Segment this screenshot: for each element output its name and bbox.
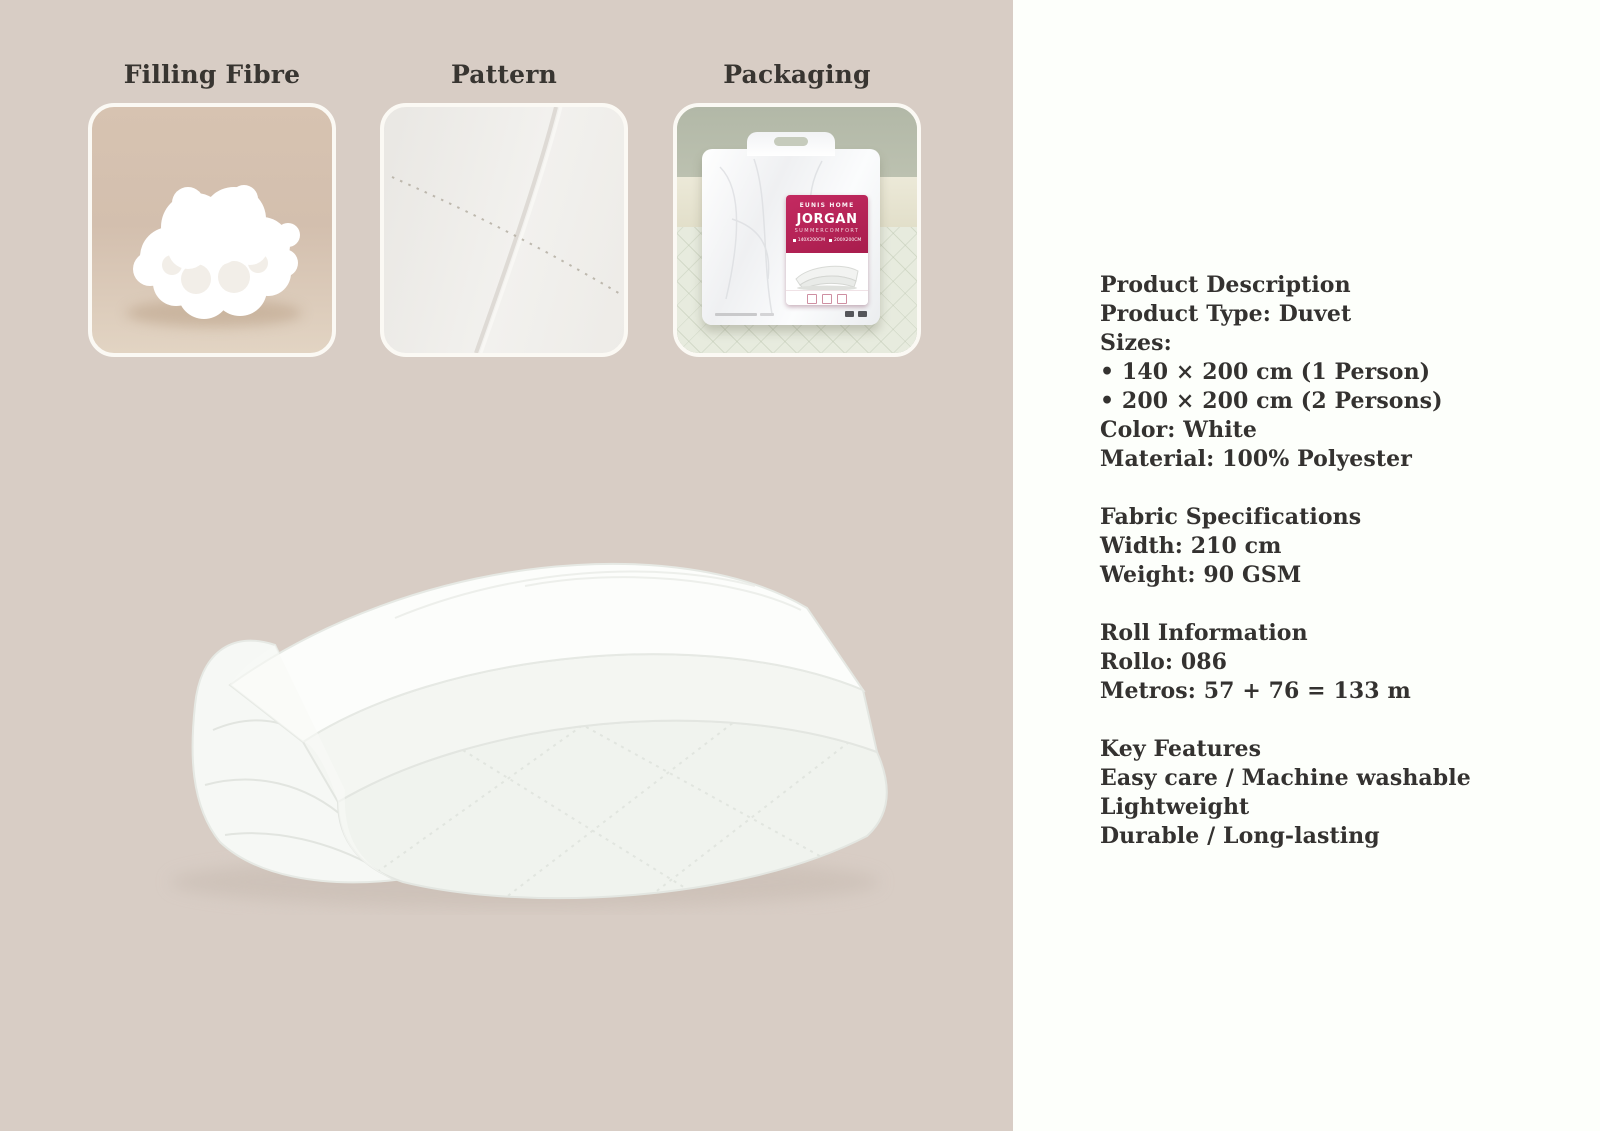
filling-fibre-photo [88,103,336,357]
product-subtitle: SUMMERCOMFORT [794,228,860,234]
care-icon [807,294,817,304]
figure-filling-fibre [88,60,336,357]
bag-logo-marks [845,311,867,317]
section-title: Key Features [1100,736,1262,762]
spec-line: Sizes: [1100,330,1172,356]
size-chip-text: 200X200CM [834,238,862,243]
figure-packaging [673,60,921,357]
section-title: Fabric Specifications [1100,504,1362,530]
label-magenta-panel [786,195,868,253]
care-icon [822,294,832,304]
packaging-photo [673,103,921,357]
spec-section-fabric-specifications [1100,503,1471,590]
spec-line: Color: White [1100,417,1258,443]
fibre-ball-illustration [92,107,332,353]
spec-line: • 200 × 200 cm (2 Persons) [1100,388,1443,414]
product-label [786,195,868,305]
figure-label-pattern: Pattern [450,60,558,89]
spec-section-key-features [1100,735,1471,851]
spec-section-roll-information [1100,619,1471,706]
spec-section-product-description [1100,271,1471,474]
care-icon [837,294,847,304]
pattern-photo [380,103,628,357]
size-chip [829,238,861,243]
duvet-plastic-bag [702,149,880,325]
folded-duvet-illustration [95,490,925,915]
spec-line: Material: 100% Polyester [1100,446,1412,472]
care-icons-row [786,290,868,305]
product-details-panel [1013,0,1600,1131]
label-duvet-picture [786,253,868,290]
bag-fine-print [715,313,757,316]
product-specs [1100,271,1471,880]
spec-line: Product Type: Duvet [1100,301,1352,327]
spec-line: Easy care / Machine washable [1100,765,1471,791]
spec-line: Weight: 90 GSM [1100,562,1302,588]
figure-pattern [380,60,628,357]
label-size-chips [786,238,868,243]
spec-line: Width: 210 cm [1100,533,1282,559]
spec-line: • 140 × 200 cm (1 Person) [1100,359,1431,385]
main-duvet-photo [95,490,925,915]
figure-label-filling-fibre: Filling Fibre [123,60,301,89]
spec-line: Rollo: 086 [1100,649,1228,675]
logo-mark [845,311,854,317]
brand-name: EUNIS HOME [799,202,855,209]
spec-line: Durable / Long-lasting [1100,823,1380,849]
logo-mark [858,311,867,317]
bag-handle-hole [774,137,808,146]
product-name: JORGAN [796,212,858,227]
size-chip [793,238,825,243]
folded-duvet-thumbnail [786,253,868,290]
size-chip-text: 140X200CM [797,238,825,243]
spec-line: Lightweight [1100,794,1250,820]
spec-line: Metros: 57 + 76 = 133 m [1100,678,1411,704]
figure-label-packaging: Packaging [723,60,871,89]
square-bullet-icon [829,239,832,242]
bag-fine-print [760,313,774,316]
quilt-stitch-illustration [384,107,624,353]
square-bullet-icon [793,239,796,242]
section-title: Roll Information [1100,620,1308,646]
section-title: Product Description [1100,272,1351,298]
